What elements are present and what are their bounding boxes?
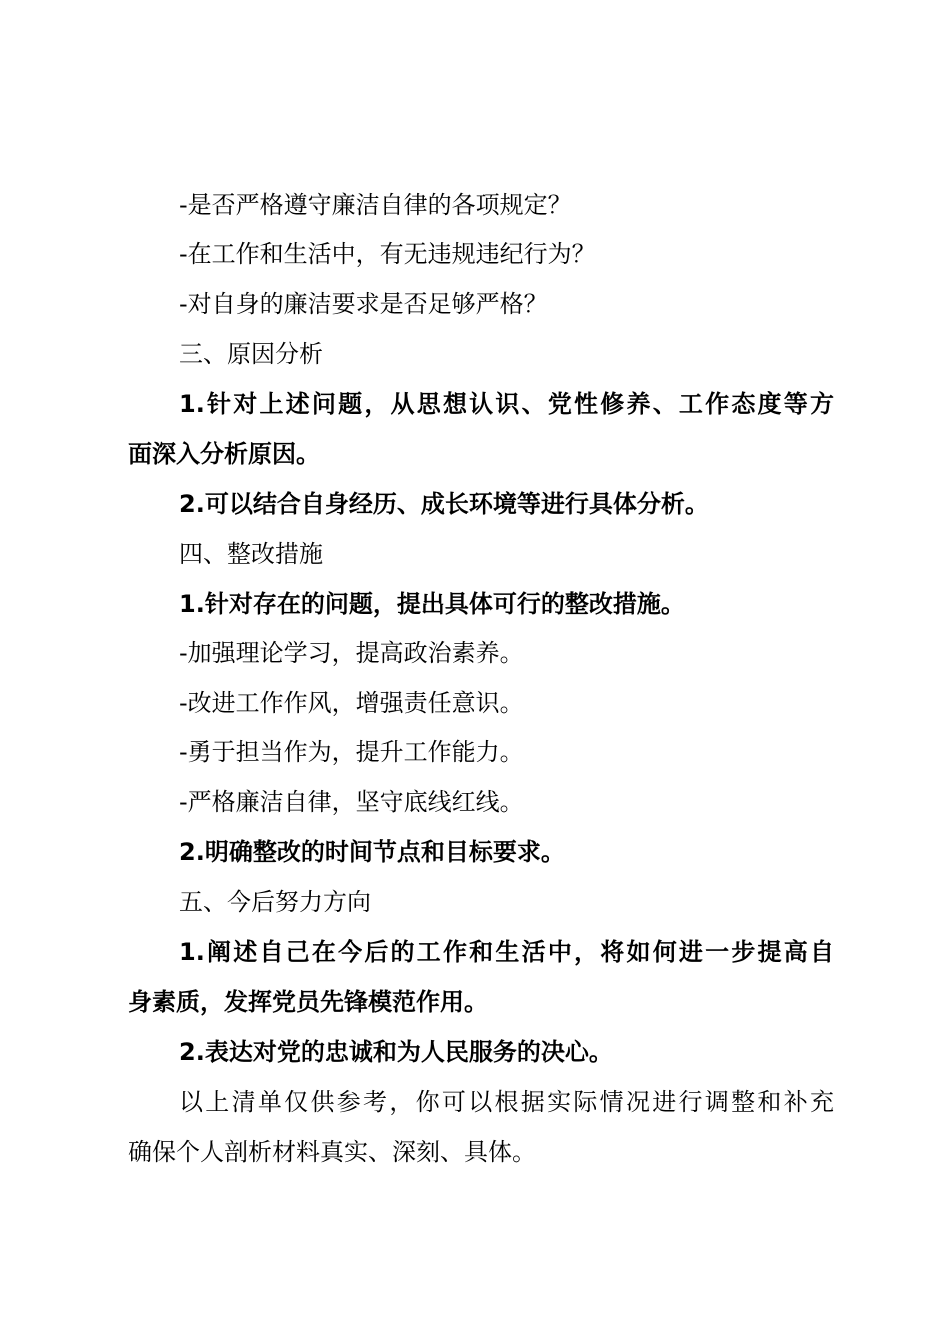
cause-analysis-point-1: 1.针对上述问题，从思想认识、党性修养、工作态度等方 <box>179 390 834 418</box>
rectification-point-1: 1.针对存在的问题，提出具体可行的整改措施。 <box>179 590 685 618</box>
section-heading-cause-analysis: 三、原因分析 <box>179 340 323 368</box>
closing-paragraph-cont: 确保个人剖析材料真实、深刻、具体。 <box>128 1138 536 1166</box>
rectification-item-responsibility: -勇于担当作为，提升工作能力。 <box>179 738 524 766</box>
cause-analysis-point-1-cont: 面深入分析原因。 <box>128 440 320 468</box>
future-direction-point-1-cont: 身素质，发挥党员先锋模范作用。 <box>128 988 488 1016</box>
rectification-item-style: -改进工作作风，增强责任意识。 <box>179 689 524 717</box>
section-heading-rectification: 四、整改措施 <box>179 540 323 568</box>
closing-paragraph: 以上清单仅供参考，你可以根据实际情况进行调整和补充 <box>179 1088 834 1116</box>
future-direction-point-1: 1.阐述自己在今后的工作和生活中，将如何进一步提高自 <box>179 938 834 966</box>
check-item-regulations: -是否严格遵守廉洁自律的各项规定？ <box>179 191 572 219</box>
rectification-item-integrity: -严格廉洁自律，坚守底线红线。 <box>179 788 524 816</box>
rectification-item-study: -加强理论学习，提高政治素养。 <box>179 639 524 667</box>
check-item-violations: -在工作和生活中，有无违规违纪行为？ <box>179 240 596 268</box>
section-heading-future-direction: 五、今后努力方向 <box>179 888 371 916</box>
check-item-self-discipline: -对自身的廉洁要求是否足够严格？ <box>179 290 548 318</box>
rectification-point-2: 2.明确整改的时间节点和目标要求。 <box>179 838 565 866</box>
future-direction-point-2: 2.表达对党的忠诚和为人民服务的决心。 <box>179 1038 613 1066</box>
cause-analysis-point-2: 2.可以结合自身经历、成长环境等进行具体分析。 <box>179 490 709 518</box>
